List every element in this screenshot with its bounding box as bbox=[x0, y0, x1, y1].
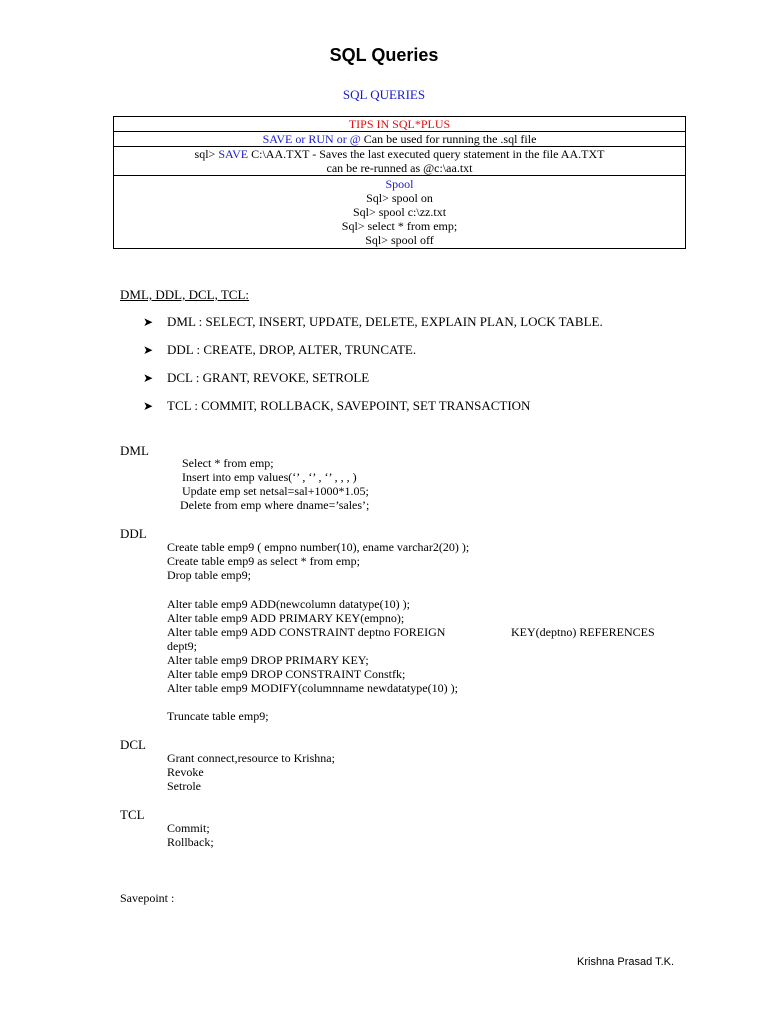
page-subtitle: SQL QUERIES bbox=[342, 87, 426, 102]
code-line: Create table emp9 as select * from emp; bbox=[167, 554, 360, 568]
save-keyword: SAVE bbox=[262, 132, 293, 146]
tips-row-text: Can be used for running the .sql file bbox=[363, 132, 537, 146]
code-line: Create table emp9 ( empno number(10), ename varchar2(20) ); bbox=[167, 540, 470, 554]
tips-row-text: can be re-runned as @c:\aa.txt bbox=[326, 161, 473, 175]
dml-heading: DML bbox=[120, 443, 149, 458]
code-line: Update emp set netsal=sal+1000*1.05; bbox=[182, 484, 369, 498]
code-line: Insert into emp values(‘’ , ‘’ , ‘’ , , , ) bbox=[182, 470, 357, 484]
code-line: Revoke bbox=[167, 765, 204, 779]
spool-label: Spool bbox=[385, 177, 414, 191]
spool-line: Sql> spool c:\zz.txt bbox=[352, 205, 447, 219]
tips-row-save-file bbox=[114, 147, 686, 176]
code-line: Alter table emp9 ADD PRIMARY KEY(empno); bbox=[167, 611, 405, 625]
or-keyword: or bbox=[295, 132, 306, 146]
code-line: Rollback; bbox=[167, 835, 214, 849]
code-line: Truncate table emp9; bbox=[167, 709, 269, 723]
page-title: SQL Queries bbox=[329, 45, 439, 65]
tcl-heading: TCL bbox=[120, 807, 145, 822]
tips-heading: TIPS IN SQL*PLUS bbox=[348, 117, 451, 131]
code-line: Alter table emp9 DROP CONSTRAINT Constfk; bbox=[167, 667, 406, 681]
spool-line: Sql> spool on bbox=[366, 191, 433, 205]
code-line: Drop table emp9; bbox=[167, 568, 251, 582]
categories-heading: DML, DDL, DCL, TCL: bbox=[120, 287, 250, 302]
tips-table bbox=[113, 116, 686, 249]
list-item bbox=[143, 397, 603, 425]
code-line: Alter table emp9 DROP PRIMARY KEY; bbox=[167, 653, 369, 667]
spool-line: Sql> spool off bbox=[365, 233, 434, 247]
save-keyword: SAVE bbox=[218, 147, 249, 161]
code-line: Grant connect,resource to Krishna; bbox=[167, 751, 335, 765]
or-keyword: or bbox=[336, 132, 347, 146]
code-line: Delete from emp where dname=’sales’; bbox=[180, 498, 370, 512]
tips-row-text: C:\AA.TXT - Saves the last executed query statement in the file AA.TXT bbox=[251, 147, 605, 161]
code-line: Alter table emp9 MODIFY(columnname newdatatype(10) ); bbox=[167, 681, 458, 695]
tips-row-spool bbox=[114, 176, 686, 249]
list-item-text: DDL : CREATE, DROP, ALTER, TRUNCATE. bbox=[167, 342, 417, 357]
at-keyword: @ bbox=[349, 132, 361, 146]
code-line: Setrole bbox=[167, 779, 201, 793]
list-item bbox=[143, 341, 603, 369]
tips-heading-row bbox=[114, 117, 686, 132]
tips-row-save-run bbox=[114, 132, 686, 147]
arrow-bullet-icon: ➤ bbox=[143, 371, 154, 385]
ddl-heading: DDL bbox=[120, 526, 147, 541]
code-line: KEY(deptno) REFERENCES bbox=[511, 625, 655, 639]
arrow-bullet-icon: ➤ bbox=[143, 315, 154, 329]
run-keyword: RUN bbox=[308, 132, 334, 146]
list-item-text: TCL : COMMIT, ROLLBACK, SAVEPOINT, SET TRANSACTION bbox=[167, 398, 531, 413]
arrow-bullet-icon: ➤ bbox=[143, 343, 154, 357]
list-item bbox=[143, 313, 603, 341]
code-line: Select * from emp; bbox=[182, 456, 274, 470]
code-line: dept9; bbox=[167, 639, 197, 653]
categories-list bbox=[143, 313, 603, 425]
dcl-heading: DCL bbox=[120, 737, 146, 752]
code-line: Commit; bbox=[167, 821, 210, 835]
list-item-text: DCL : GRANT, REVOKE, SETROLE bbox=[167, 370, 370, 385]
sql-prompt: sql> bbox=[194, 147, 216, 161]
list-item bbox=[143, 369, 603, 397]
spool-line: Sql> select * from emp; bbox=[341, 219, 458, 233]
arrow-bullet-icon: ➤ bbox=[143, 399, 154, 413]
list-item-text: DML : SELECT, INSERT, UPDATE, DELETE, EXPLAIN PLAN, LOCK TABLE. bbox=[167, 314, 603, 329]
savepoint-label: Savepoint : bbox=[120, 891, 175, 905]
code-line: Alter table emp9 ADD CONSTRAINT deptno FOREIGN bbox=[167, 625, 446, 639]
code-line: Alter table emp9 ADD(newcolumn datatype(10) ); bbox=[167, 597, 410, 611]
author-footer: Krishna Prasad T.K. bbox=[577, 956, 675, 968]
